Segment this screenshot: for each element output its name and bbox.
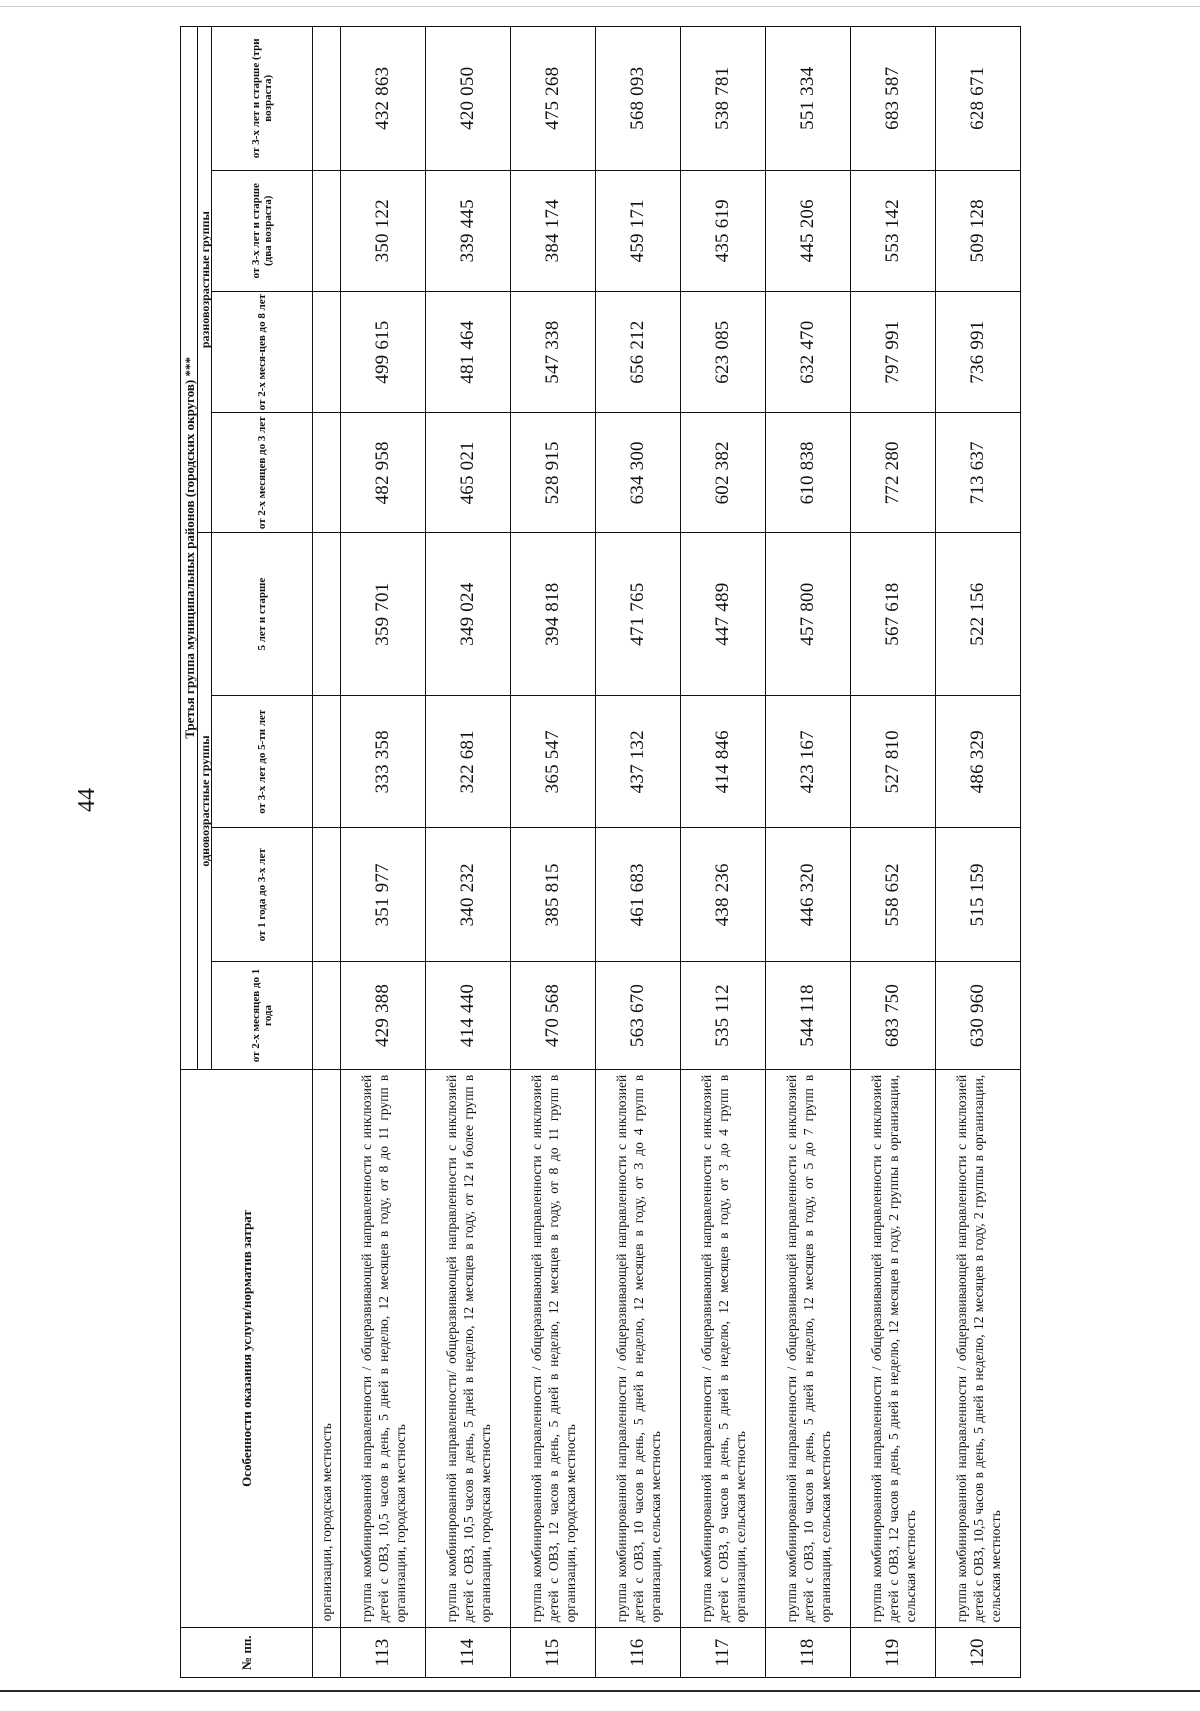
cost-value-cell: 486 329 [936,696,1021,828]
cost-value-cell: 632 470 [766,291,851,412]
empty-cell [313,413,341,533]
cost-value-cell: 482 958 [341,413,426,533]
cost-value-cell: 340 232 [426,828,511,962]
row-description: группа комбинированной направленности / общеразвивающей направленности с инклюзией детей с ОВЗ, 9 часов в день, 5 дней в неделю, 12 месяцев в году, от 3 до 4 групп в организации, сельская местность [681,1069,766,1628]
cost-value-cell: 656 212 [596,291,681,412]
subcol-header: 5 лет и старше [212,533,313,696]
row-number: 120 [936,1628,1021,1678]
cost-value-cell: 772 280 [851,413,936,533]
header-row-1 [181,27,198,1678]
cost-value-cell: 322 681 [426,696,511,828]
cost-value-cell: 481 464 [426,291,511,412]
cost-value-cell: 567 618 [851,533,936,696]
row-description: группа комбинированной направленности / общеразвивающей направленности с инклюзией детей с ОВЗ, 10,5 часов в день, 5 дней в неделю, 12 месяцев в году, 2 группы в организации, сельская местность [936,1069,1021,1628]
continuation-num-cell [313,1628,341,1678]
cost-value-cell: 538 781 [681,27,766,171]
row-description: группа комбинированной направленности / общеразвивающей направленности с инклюзией детей с ОВЗ, 10 часов в день, 5 дней в неделю, 12 месяцев в году, от 5 до 7 групп в организации, сельская местность [766,1069,851,1628]
cost-value-cell: 628 671 [936,27,1021,171]
cost-value-cell: 563 670 [596,962,681,1070]
subcol-header: от 2-х месяцев до 1 года [212,962,313,1070]
subcol-header: от 2-х месяцев до 3 лет [212,413,313,533]
scan-edge-top [0,6,1200,7]
cost-value-cell: 432 863 [341,27,426,171]
cost-value-cell: 471 765 [596,533,681,696]
cost-value-cell: 535 112 [681,962,766,1070]
cost-value-cell: 423 167 [766,696,851,828]
empty-cell [313,27,341,171]
subcol-header: от 3-х лет до 5-ти лет [212,696,313,828]
cost-value-cell: 713 637 [936,413,1021,533]
row-description: группа комбинированной направленности / общеразвивающей направленности с инклюзией детей с ОВЗ, 10,5 часов в день, 5 дней в неделю, 12 месяцев в году, от 8 до 11 групп в организации, городская местность [341,1069,426,1628]
empty-cell [313,828,341,962]
row-description: группа комбинированной направленности/ общеразвивающей направленности с инклюзией детей с ОВЗ, 10,5 часов в день, 5 дней в неделю, 12 месяцев в году, от 12 и более групп в организации, городская местность [426,1069,511,1628]
row-number: 119 [851,1628,936,1678]
table-row [596,27,681,1678]
table-row [766,27,851,1678]
empty-cell [313,291,341,412]
cost-value-cell: 797 991 [851,291,936,412]
table-row [936,27,1021,1678]
cost-value-cell: 437 132 [596,696,681,828]
cost-value-cell: 459 171 [596,170,681,291]
cost-value-cell: 359 701 [341,533,426,696]
group-header-single-age: одновозрастные группы [198,533,212,1069]
col-header-desc: Особенности оказания услуги/норматив затрат [181,1069,313,1628]
cost-value-cell: 349 024 [426,533,511,696]
cost-value-cell: 683 587 [851,27,936,171]
cost-norms-table [180,26,1021,1678]
table-row [341,27,426,1678]
cost-value-cell: 623 085 [681,291,766,412]
row-description: группа комбинированной направленности / общеразвивающей направленности с инклюзией детей с ОВЗ, 12 часов в день, 5 дней в неделю, 12 месяцев в году, от 8 до 11 групп в организации, городская местность [511,1069,596,1628]
cost-value-cell: 527 810 [851,696,936,828]
cost-value-cell: 420 050 [426,27,511,171]
empty-cell [313,962,341,1070]
row-number: 118 [766,1628,851,1678]
cost-value-cell: 435 619 [681,170,766,291]
table-row [426,27,511,1678]
cost-value-cell: 558 652 [851,828,936,962]
scan-edge-bottom [0,1690,1200,1692]
cost-value-cell: 351 977 [341,828,426,962]
cost-value-cell: 333 358 [341,696,426,828]
continuation-row [313,27,341,1678]
cost-value-cell: 544 118 [766,962,851,1070]
cost-value-cell: 446 320 [766,828,851,962]
cost-value-cell: 568 093 [596,27,681,171]
super-header: Третья группа муниципальных районов (городских округов) *** [181,27,198,1070]
cost-value-cell: 461 683 [596,828,681,962]
cost-value-cell: 515 159 [936,828,1021,962]
cost-value-cell: 384 174 [511,170,596,291]
cost-value-cell: 447 489 [681,533,766,696]
cost-value-cell: 528 915 [511,413,596,533]
cost-value-cell: 630 960 [936,962,1021,1070]
cost-value-cell: 683 750 [851,962,936,1070]
col-header-num: № пп. [181,1628,313,1678]
cost-value-cell: 385 815 [511,828,596,962]
table-body [341,27,1021,1678]
cost-value-cell: 457 800 [766,533,851,696]
empty-cell [313,170,341,291]
cost-value-cell: 465 021 [426,413,511,533]
cost-value-cell: 551 334 [766,27,851,171]
subcol-header: от 2-х меся-цев до 8 лет [212,291,313,412]
table-row [851,27,936,1678]
row-number: 114 [426,1628,511,1678]
table-row [681,27,766,1678]
cost-value-cell: 499 615 [341,291,426,412]
cost-value-cell: 610 838 [766,413,851,533]
cost-value-cell: 475 268 [511,27,596,171]
group-header-mixed-age: разновозрастные группы [198,27,212,533]
cost-value-cell: 339 445 [426,170,511,291]
row-number: 113 [341,1628,426,1678]
cost-value-cell: 350 122 [341,170,426,291]
rotated-table-wrapper [180,26,1060,1678]
row-number: 116 [596,1628,681,1678]
cost-value-cell: 414 846 [681,696,766,828]
cost-value-cell: 602 382 [681,413,766,533]
cost-value-cell: 509 128 [936,170,1021,291]
cost-value-cell: 429 388 [341,962,426,1070]
cost-value-cell: 736 991 [936,291,1021,412]
empty-cell [313,696,341,828]
row-number: 117 [681,1628,766,1678]
subcol-header: от 3-х лет и старше (три возраста) [212,27,313,171]
cost-value-cell: 414 440 [426,962,511,1070]
cost-value-cell: 634 300 [596,413,681,533]
empty-cell [313,533,341,696]
subcol-header: от 1 года до 3-х лет [212,828,313,962]
table-row [511,27,596,1678]
cost-value-cell: 445 206 [766,170,851,291]
page-number: 44 [74,788,100,812]
cost-value-cell: 470 568 [511,962,596,1070]
row-description: группа комбинированной направленности / общеразвивающей направленности с инклюзией детей с ОВЗ, 10 часов в день, 5 дней в неделю, 12 месяцев в году, от 3 до 4 групп в организации, сельская местность [596,1069,681,1628]
row-number: 115 [511,1628,596,1678]
cost-value-cell: 553 142 [851,170,936,291]
subcol-header: от 3-х лет и старше (два возраста) [212,170,313,291]
cost-value-cell: 394 818 [511,533,596,696]
row-description: группа комбинированной направленности / общеразвивающей направленности с инклюзией детей с ОВЗ, 12 часов в день, 5 дней в неделю, 12 месяцев в году, 2 группы в организации, сельская местность [851,1069,936,1628]
cost-value-cell: 522 156 [936,533,1021,696]
continuation-text: организации, городская местность [313,1069,341,1628]
cost-value-cell: 438 236 [681,828,766,962]
cost-value-cell: 365 547 [511,696,596,828]
cost-value-cell: 547 338 [511,291,596,412]
